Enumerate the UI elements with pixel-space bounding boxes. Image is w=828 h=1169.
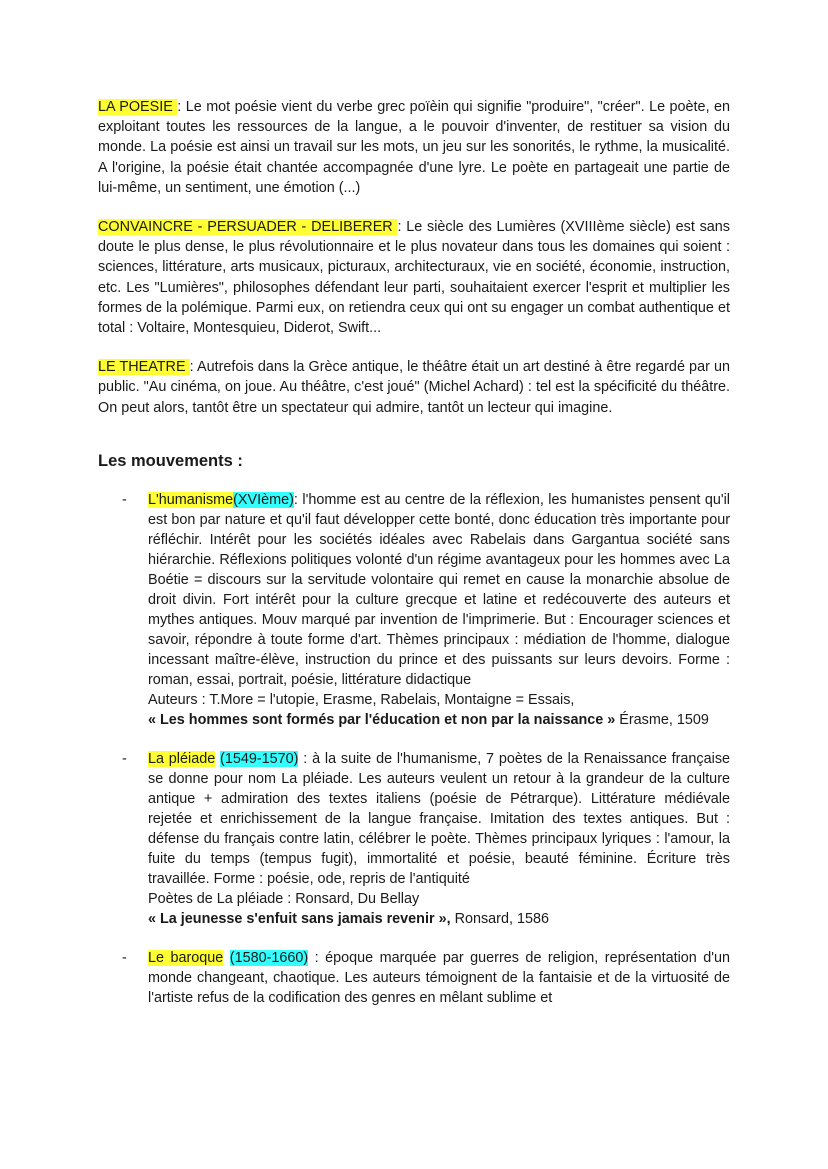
movement-date: (XVIème)	[233, 491, 294, 508]
list-dash: -	[122, 750, 127, 767]
movement-authors: Poètes de La pléiade : Ronsard, Du Bellay	[148, 890, 420, 907]
movement-quote: « La jeunesse s'enfuit sans jamais revenir »,	[148, 910, 451, 927]
movement-date: (1580-1660)	[229, 949, 309, 966]
term-highlight: CONVAINCRE - PERSUADER - DELIBERER	[98, 219, 398, 236]
paragraph-text: : Autrefois dans la Grèce antique, le théâtre était un art destiné à être regardé par un public. "Au cinéma, on joue. Au théâtre, c'est joué" (Michel Achard) : tel est la spécificité du théâtre. On peut alors, tantôt être un spectateur qui admire, tantôt un lecteur qui imagine.	[98, 359, 730, 416]
movement-name: L'humanisme	[148, 491, 234, 508]
movement-name: Le baroque	[148, 949, 224, 966]
name-date-separator	[223, 950, 229, 966]
movement-pleiade	[98, 749, 730, 929]
paragraph-theatre	[98, 357, 730, 418]
movement-text: : l'homme est au centre de la réflexion, les humanistes pensent qu'il est bon par nature et qu'il faut développer cette bonté, donc éducation très importante pour réfléchir. Intérêt pour les sociétés idéales avec Rabelais dans Gargantua société sans hiérarchie. Réflexions politiques volonté d'un régime avantageux pour les hommes avec La Boétie = discours sur la servitude volontaire qui remet en cause la monarchie absolue de droit divin. Fort intérêt pour la culture grecque et latine et redécouverte des auteurs et mythes antiques. Mouv marqué par invention de l'imprimerie. But : Encourager sciences et savoir, répondre à toute forme d'art. Thèmes principaux : médiation de l'homme, dialogue incessant maître-élève, instruction du prince et des puissants sur leurs devoirs. Forme : roman, essai, portrait, poésie, littérature didactique	[148, 491, 730, 688]
term-highlight: LA POESIE	[98, 99, 178, 115]
paragraph-text: : Le mot poésie vient du verbe grec poïèin qui signifie "produire", "créer". Le poète, en exploitant toutes les ressources de la langue, a le pouvoir d'inventer, de restituer sa vision du monde. La poésie est ainsi un travail sur les mots, un jeu sur les sonorités, le rythme, la musicalité. A l'origine, la poésie était chantée accompagnée d'une lyre. Le poète en partageait une partie de lui-même, un sentiment, une émotion (...)	[98, 99, 731, 196]
quote-source: Ronsard, 1586	[450, 910, 549, 927]
movement-quote: « Les hommes sont formés par l'éducation et non par la naissance »	[148, 711, 616, 728]
list-dash: -	[122, 491, 127, 508]
movement-authors: Auteurs : T.More = l'utopie, Erasme, Rabelais, Montaigne = Essais,	[148, 691, 575, 708]
section-title: Les mouvements :	[98, 451, 243, 470]
movement-name: La pléiade	[148, 750, 216, 767]
list-dash: -	[122, 949, 127, 966]
paragraph-poesie	[98, 97, 730, 198]
movement-date: (1549-1570)	[220, 750, 299, 767]
paragraph-text: : Le siècle des Lumières (XVIIIème siècle) est sans doute le plus dense, le plus révolutionnaire et le plus novateur dans tous les domaines qui soient : sciences, littérature, arts musicaux, picturaux, architecturaux, vie en société, économie, instruction, etc. Les "Lumières", philosophes défendant leur parti, souhaitaient exercer l'esprit et multiplier les formes de la polémique. Parmi eux, on retiendra ceux qui ont su engager un combat authentique et total : Voltaire, Montesquieu, Diderot, Swift...	[98, 219, 730, 337]
movements-list	[98, 490, 730, 1008]
term-highlight: LE THEATRE	[98, 359, 190, 376]
paragraph-convaincre	[98, 217, 730, 338]
movement-baroque	[98, 948, 730, 1008]
document-page	[98, 97, 730, 1027]
movement-text: : époque marquée par guerres de religion, représentation d'un monde changeant, chaotique. Les auteurs témoignent de la fantaisie et de la virtuosité de l'artiste refus de la codification des genres en mêlant sublime et	[148, 949, 731, 1006]
movement-humanisme	[98, 490, 730, 730]
quote-source: Érasme, 1509	[615, 711, 709, 728]
movement-text: : à la suite de l'humanisme, 7 poètes de la Renaissance française se donne pour nom La pléiade. Les auteurs veulent un retour à la grandeur de la culture antique + admiration des textes italiens (poésie de Pétrarque). Littérature médiévale rejetée et enrichissement de la langue française. Imitation des textes antiques. But : défense du français contre latin, célébrer le poète. Thèmes principaux lyriques : l'amour, la fuite du temps (tempus fugit), immortalité et poésie, beauté féminine. Écriture très travaillée. Forme : poésie, ode, repris de l'antiquité	[148, 750, 731, 887]
